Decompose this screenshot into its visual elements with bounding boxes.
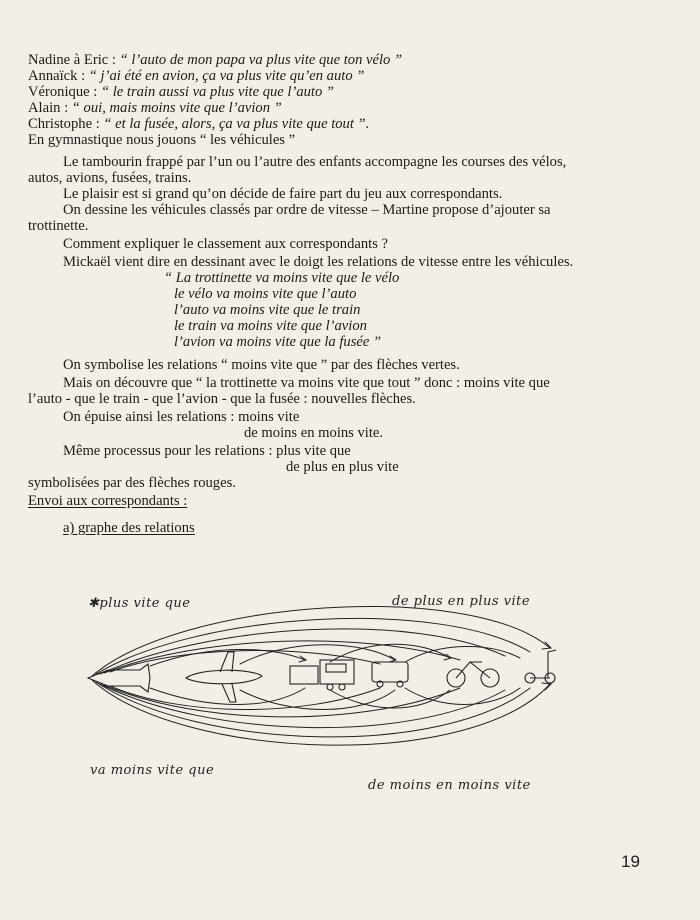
relation-line-2: le vélo va moins vite que l’auto — [174, 286, 357, 302]
speaker-quote: “ et la fusée, alors, ça va plus vite que tout ”. — [103, 116, 370, 132]
speaker-name: Alain : — [28, 100, 72, 116]
paragraph-tambourin-cont: autos, avions, fusées, trains. — [28, 170, 192, 186]
train-window — [326, 664, 346, 672]
paragraph-plaisir: Le plaisir est si grand qu’on décide de faire part du jeu aux correspondants. — [63, 186, 503, 202]
dialogue-line-3 — [28, 84, 334, 101]
airplane-wing-top — [220, 652, 234, 672]
train-wheel — [327, 684, 333, 690]
speaker-name: Nadine à Eric : — [28, 52, 120, 68]
paragraph-mickael: Mickaël vient dire en dessinant avec le doigt les relations de vitesse entre les véhicules. — [63, 254, 574, 270]
arc-bottom-9 — [405, 688, 520, 705]
speaker-quote: “ l’auto de mon papa va plus vite que ton vélo ” — [119, 52, 403, 68]
speaker-quote: “ j’ai été en avion, ça va plus vite qu’en auto ” — [88, 68, 365, 84]
label-plus-vite-que: ✱plus vite que — [88, 596, 191, 611]
dialogue-line-1 — [28, 52, 402, 69]
dialogue-line-5 — [28, 116, 369, 133]
train-wheel — [339, 684, 345, 690]
speaker-name: Christophe : — [28, 116, 104, 132]
arc-bottom-8 — [330, 690, 450, 708]
arc-top-7 — [240, 645, 395, 664]
speaker-name: Véronique : — [28, 84, 101, 100]
paragraph-epuise-cont: de moins en moins vite. — [244, 425, 384, 441]
asterisk-icon: ✱ — [88, 596, 100, 611]
paragraph-processus: Même processus pour les relations : plus vite que — [63, 443, 351, 459]
paragraph-fleches-rouges: symbolisées par des flèches rouges. — [28, 475, 236, 491]
label-va-moins-vite-que: va moins vite que — [90, 763, 215, 778]
paragraph-gym: En gymnastique nous jouons “ les véhicules ” — [28, 132, 296, 148]
label-de-plus-en-plus-vite: de plus en plus vite — [392, 594, 531, 609]
arc-top-3 — [100, 629, 505, 674]
page-number: 19 — [621, 852, 640, 871]
paragraph-dessine-cont: trottinette. — [28, 218, 89, 234]
dialogue-line-2 — [28, 68, 364, 85]
graph-arrows — [92, 607, 551, 746]
relation-line-5: l’avion va moins vite que la fusée ” — [174, 334, 382, 350]
airplane-wing-bottom — [222, 684, 236, 702]
paragraph-epuise: On épuise ainsi les relations : moins vite — [63, 409, 300, 425]
relation-line-1: “ La trottinette va moins vite que le vélo — [164, 270, 400, 286]
arc-bottom-3 — [100, 684, 505, 728]
arc-top-9 — [405, 646, 520, 662]
paragraph-question: Comment expliquer le classement aux correspondants ? — [63, 236, 389, 252]
paragraph-symbolise: On symbolise les relations “ moins vite que ” par des flèches vertes. — [63, 357, 460, 373]
speaker-quote: “ le train aussi va plus vite que l’auto ” — [100, 84, 335, 100]
car-drawing — [372, 662, 408, 682]
rocket-drawing — [88, 664, 150, 692]
label-de-moins-en-moins-vite: de moins en moins vite — [368, 778, 531, 793]
paragraph-dessine: On dessine les véhicules classés par ordre de vitesse – Martine propose d’ajouter sa — [63, 202, 551, 218]
arc-top-4 — [104, 641, 460, 673]
train-wagon — [290, 666, 318, 684]
dialogue-line-4 — [28, 100, 282, 117]
section-heading-envoi: Envoi aux correspondants : — [28, 493, 188, 509]
relation-line-3: l’auto va moins vite que le train — [174, 302, 361, 318]
subsection-heading-graphe: a) graphe des relations — [63, 520, 195, 536]
paragraph-decouvre-cont: l’auto - que le train - que l’avion - que la fusée : nouvelles flèches. — [28, 391, 416, 407]
speaker-name: Annaïck : — [28, 68, 89, 84]
paragraph-processus-cont: de plus en plus vite — [286, 459, 399, 475]
airplane-drawing — [186, 670, 262, 684]
arc-bottom-5 — [110, 686, 380, 710]
arc-bottom-outer — [92, 680, 550, 745]
speaker-quote: “ oui, mais moins vite que l’avion ” — [71, 100, 282, 116]
vehicles — [88, 650, 556, 702]
paragraph-decouvre: Mais on découvre que “ la trottinette va moins vite que tout ” donc : moins vite que — [63, 375, 550, 391]
arrowhead — [542, 683, 551, 690]
relation-line-4: le train va moins vite que l’avion — [174, 318, 367, 334]
arc-bottom-7 — [240, 690, 395, 710]
paragraph-tambourin: Le tambourin frappé par l’un ou l’autre des enfants accompagne les courses des vélos, — [63, 154, 567, 170]
